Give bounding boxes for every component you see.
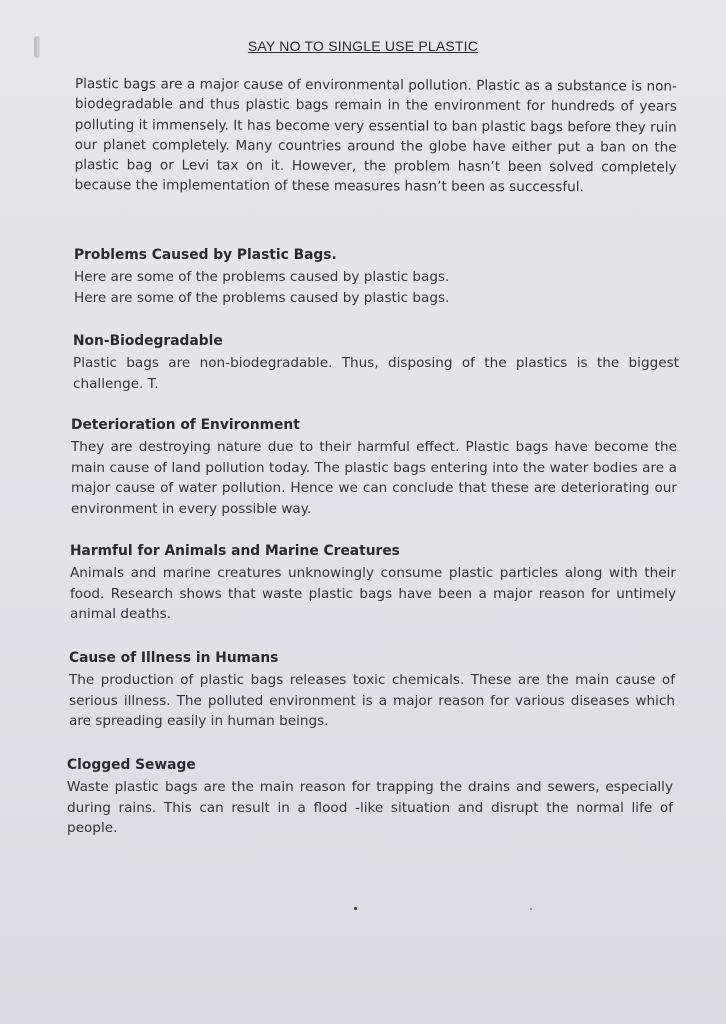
section-non-biodegradable: [73, 331, 679, 394]
section-heading: Clogged Sewage: [67, 757, 196, 773]
section-line: Here are some of the problems caused by plastic bags.: [74, 289, 450, 306]
paper-speck: [530, 908, 532, 910]
section-heading: Problems Caused by Plastic Bags.: [74, 247, 337, 263]
section-deterioration: [71, 415, 677, 519]
intro-paragraph: Plastic bags are a major cause of environmental pollution. Plastic as a substance is non-biodegradable and thus plastic bags remain in the environment for hundreds of years polluting it immensely. It has become very essential to ban plastic bags before they ruin our planet completely. Many countries around the globe have either put a ban on the plastic bag or Levi tax on it. However, the problem hasn’t been solved completely because the implementation of these measures hasn’t been as successful.: [74, 75, 677, 196]
section-line: Here are some of the problems caused by plastic bags.: [74, 269, 450, 285]
paper-speck: [354, 907, 357, 910]
section-body: Waste plastic bags are the main reason for trapping the drains and sewers, especially during rains. This can result in a flood -like situation and disrupt the normal life of people.: [67, 779, 673, 837]
section-body: They are destroying nature due to their harmful effect. Plastic bags have become the main cause of land pollution today. The plastic bags entering into the water bodies are a major cause of water pollution. Hence we can conclude that these are deteriorating our environment in every possible way.: [71, 439, 677, 517]
document-title: SAY NO TO SINGLE USE PLASTIC: [247, 38, 479, 54]
section-body: The production of plastic bags releases toxic chemicals. These are the main cause of serious illness. The polluted environment is a major reason for various diseases which are spreading easily in human beings.: [69, 672, 675, 730]
section-illness: [69, 648, 675, 732]
section-problems: [74, 245, 680, 308]
section-heading: Non-Biodegradable: [73, 333, 223, 349]
section-animals: [70, 541, 676, 625]
section-body: Animals and marine creatures unknowingly consume plastic particles along with their food. Research shows that waste plastic bags have been a major reason for untimely animal deaths.: [70, 565, 676, 623]
section-body: Plastic bags are non-biodegradable. Thus, disposing of the plastics is the biggest challenge. T.: [73, 355, 679, 392]
section-heading: Cause of Illness in Humans: [69, 650, 279, 666]
section-sewage: [67, 755, 673, 839]
section-heading: Harmful for Animals and Marine Creatures: [70, 543, 400, 559]
section-heading: Deterioration of Environment: [71, 417, 300, 433]
